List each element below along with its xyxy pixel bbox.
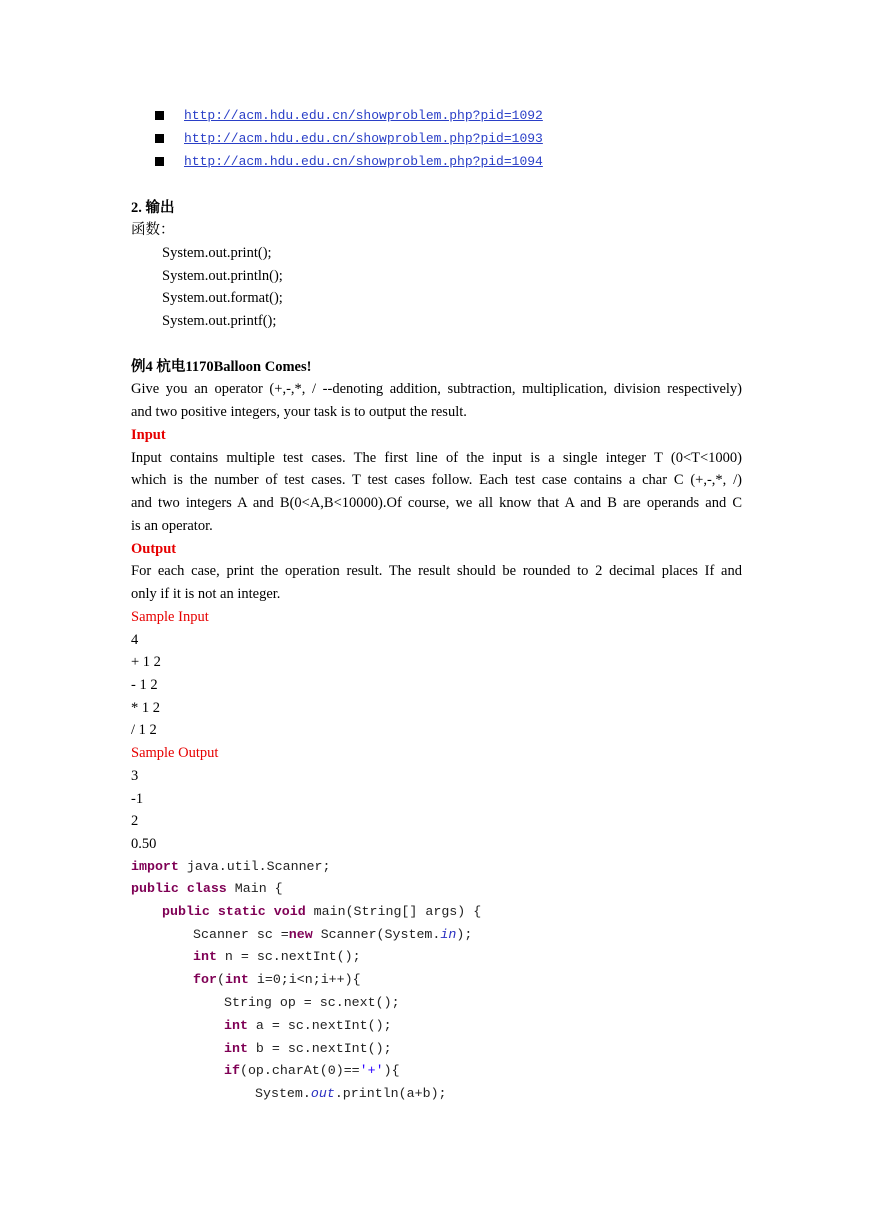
code-line	[193, 970, 361, 990]
code-string-literal: '+'	[359, 1063, 384, 1078]
code-text: b = sc.nextInt();	[247, 1041, 392, 1056]
problem-description: and two positive integers, your task is to output the result.	[131, 404, 467, 420]
sample-output-heading: Sample Output	[131, 745, 219, 761]
code-keyword: if	[224, 1063, 240, 1078]
code-line	[131, 879, 283, 899]
code-keyword: int	[224, 1018, 248, 1033]
functions-label: 函数：	[131, 222, 175, 238]
code-keyword: import	[131, 859, 179, 874]
function-item: System.out.println();	[162, 268, 283, 284]
sample-input-line: - 1 2	[131, 677, 158, 693]
section-heading-output: 2. 输出	[131, 200, 175, 216]
code-line	[193, 925, 472, 945]
code-text: java.util.Scanner;	[178, 859, 331, 874]
code-text: Main {	[226, 881, 283, 896]
code-line	[255, 1084, 447, 1104]
code-keyword: public	[131, 881, 179, 896]
code-keyword: new	[288, 927, 313, 942]
code-text: Scanner(System.	[312, 927, 441, 942]
problem-link-1094[interactable]: http://acm.hdu.edu.cn/showproblem.php?pid=1094	[184, 154, 543, 169]
code-text: .println(a+b);	[334, 1086, 447, 1101]
sample-output-line: 2	[131, 813, 139, 829]
input-description: Input contains multiple test cases. The first line of the input is a single integer T (0<T<1000)	[131, 450, 742, 466]
code-keyword: int	[193, 949, 217, 964]
sample-input-line: * 1 2	[131, 700, 160, 716]
square-bullet-icon	[155, 157, 164, 166]
code-text: System.	[255, 1086, 311, 1101]
sample-output-line: -1	[131, 791, 144, 807]
square-bullet-icon	[155, 111, 164, 120]
code-line	[224, 1016, 392, 1036]
sample-input-line: + 1 2	[131, 654, 161, 670]
problem-description: Give you an operator (+,-,*, / --denoting addition, subtraction, multiplication, division respectively)	[131, 381, 742, 397]
function-item: System.out.format();	[162, 290, 283, 306]
code-static-field: out	[310, 1086, 335, 1101]
sample-output-line: 3	[131, 768, 139, 784]
sample-input-heading: Sample Input	[131, 609, 209, 625]
problem-link-1093[interactable]: http://acm.hdu.edu.cn/showproblem.php?pid=1093	[184, 131, 543, 146]
code-text: a = sc.nextInt();	[247, 1018, 392, 1033]
code-text: n = sc.nextInt();	[216, 949, 361, 964]
code-line	[162, 902, 481, 922]
code-keyword: void	[273, 904, 306, 919]
code-text: main(String[] args) {	[305, 904, 482, 919]
code-keyword: static	[217, 904, 266, 919]
output-description: only if it is not an integer.	[131, 586, 281, 602]
input-description: which is the number of test cases. T test cases follow. Each test case contains a char C (+,-,*, /)	[131, 472, 742, 488]
code-text: (op.charAt(0)==	[239, 1063, 360, 1078]
code-keyword: public	[162, 904, 210, 919]
code-line	[224, 1061, 400, 1081]
code-keyword: for	[193, 972, 217, 987]
function-item: System.out.print();	[162, 245, 272, 261]
code-text: (	[216, 972, 225, 987]
problem-link-1092[interactable]: http://acm.hdu.edu.cn/showproblem.php?pid=1092	[184, 108, 543, 123]
code-text: i=0;i<n;i++){	[248, 972, 361, 987]
code-text: ){	[383, 1063, 400, 1078]
input-heading: Input	[131, 427, 166, 443]
input-description: is an operator.	[131, 518, 213, 534]
code-line	[224, 993, 400, 1013]
function-item: System.out.printf();	[162, 313, 277, 329]
code-text: Scanner sc =	[193, 927, 289, 942]
code-line	[193, 947, 361, 967]
sample-input-line: / 1 2	[131, 722, 157, 738]
input-description: and two integers A and B(0<A,B<10000).Of course, we all know that A and B are operands and C	[131, 495, 742, 511]
square-bullet-icon	[155, 134, 164, 143]
code-static-field: in	[440, 927, 457, 942]
code-text: String op = sc.next();	[224, 995, 400, 1010]
code-keyword: int	[224, 972, 249, 987]
code-keyword: class	[186, 881, 227, 896]
output-heading: Output	[131, 541, 177, 557]
example-title: 例4 杭电1170Balloon Comes!	[131, 359, 312, 375]
sample-input-line: 4	[131, 632, 139, 648]
output-description: For each case, print the operation result. The result should be rounded to 2 decimal places If and	[131, 563, 742, 579]
code-line	[224, 1039, 392, 1059]
code-keyword: int	[224, 1041, 248, 1056]
code-text: );	[456, 927, 473, 942]
code-line	[131, 857, 331, 877]
sample-output-line: 0.50	[131, 836, 157, 852]
